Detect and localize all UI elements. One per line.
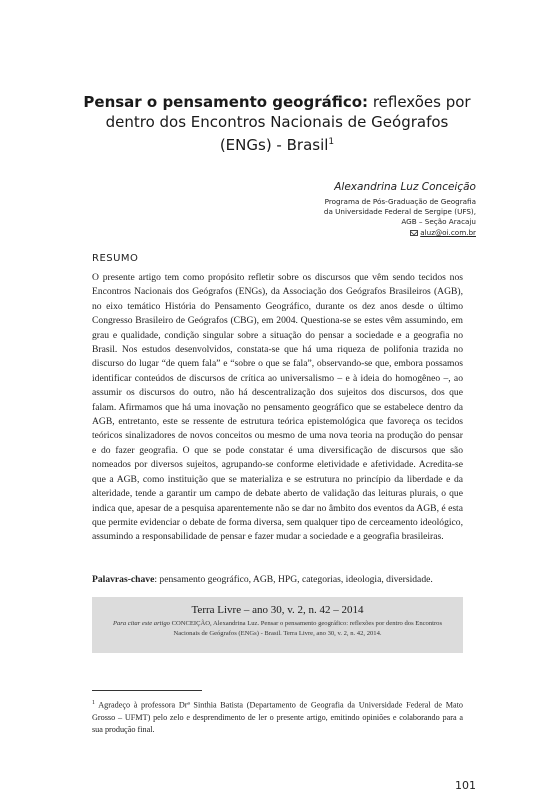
affiliation-line: Programa de Pós-Graduação de Geografia bbox=[324, 197, 476, 206]
abstract-text: O presente artigo tem como propósito refletir sobre os discursos que vêm sendo tecidos nos Encontros Nacionais dos Geógrafos (ENGs), da Associação dos Geógrafos Brasileiros (AGB), no eixo temático História do Pensamento Geográfico, durante os dez anos desde o último Congresso Brasileiro de Geógrafos (CBG), em 2004. Questiona-se se estes vêm assumindo, em grau e qualidade, condição singular sobre a situação do pensar a sociedade e a geografia no Brasil. Nos estudos desenvolvidos, constata-se que há uma riqueza de polifonia trazida no discurso do lugar “de quem fala” e “sobre o que se fala”, observando-se que, embora possamos identificar conteúdos de discursos de crítica ao universalismo – e à ideia do homogêneo –, ao assumir os discursos do outro, não há descentralização dos sujeitos dos discursos, dos que falam. Afirmamos que há uma inovação no pensamento geográfico que se estabelece dentro da AGB, entretanto, este se ressente de estrutura teórica epistemológica que favoreça os tecidos teóricos sinalizadores de novos conceitos ou mesmo de uma nova teoria na produção do pensar e do fazer geografia. O que se pode constatar é uma diversificação de discursos que são nomeados por diversos sujeitos, agrupando-se conforme eletividade e afetividade. Acredita-se que a AGB, como instituição que se materializa e se estrutura no princípio da liberdade e da alteridade, tende a garantir um campo de debate aberto de validação das leituras plurais, o que indica que, apesar de a pesquisa aparentemente não se dar no âmbito dos eventos da AGB, é esta que permite evidenciar o debate de forma diversa, sem qualquer tipo de cerceamento ideológico, assumindo a responsabilidade de pensar e fazer mudar a sociedade e a geografia brasileiras. bbox=[92, 272, 463, 543]
author-name: Alexandrina Luz Conceição bbox=[334, 181, 476, 193]
citation-box bbox=[92, 597, 463, 653]
author-block bbox=[216, 180, 476, 238]
affiliation-line: da Universidade Federal de Sergipe (UFS), bbox=[323, 207, 476, 216]
title-rest: reflexões por dentro dos Encontros Nacionais de Geógrafos (ENGs) - Brasil bbox=[105, 93, 471, 154]
page-number: 101 bbox=[455, 779, 476, 792]
abstract-heading: RESUMO bbox=[92, 253, 139, 264]
envelope-icon bbox=[410, 230, 418, 236]
citation-reference: CONCEIÇÃO, Alexandrina Luz. Pensar o pensamento geográfico: reflexões por dentro dos Encontros Nacionais de Geógrafos (ENGs) - Brasil. Terra Livre, ano 30, v. 2, n. 42, 2014. bbox=[169, 620, 443, 637]
journal-info: Terra Livre – ano 30, v. 2, n. 42 – 2014 bbox=[191, 604, 364, 616]
title-footnote-marker: 1 bbox=[328, 137, 335, 147]
footnote-marker: 1 bbox=[92, 700, 95, 706]
footnote bbox=[92, 697, 463, 736]
article-title bbox=[80, 92, 474, 155]
footnote-text: Agradeço à professora Drª Sinthia Batista (Departamento de Geografia da Universidade Federal de Mato Grosso – UFMT) pelo zelo e desprendimento de ler o presente artigo, emitindo opiniões e colaborando para a sua produção final. bbox=[92, 700, 463, 734]
citation-prefix: Para citar este artigo bbox=[112, 620, 170, 627]
keywords-list: : pensamento geográfico, AGB, HPG, categorias, ideologia, diversidade. bbox=[154, 574, 433, 585]
keywords-label: Palavras-chave bbox=[92, 574, 155, 585]
citation-text bbox=[106, 619, 449, 639]
title-bold-part: Pensar o pensamento geográfico: bbox=[83, 93, 369, 111]
affiliation-line: AGB – Seção Aracaju bbox=[401, 217, 476, 226]
keywords-line bbox=[92, 573, 463, 587]
author-email-link[interactable]: aluz@oi.com.br bbox=[420, 228, 476, 237]
author-email-row bbox=[216, 227, 476, 238]
footnote-separator bbox=[92, 690, 202, 691]
